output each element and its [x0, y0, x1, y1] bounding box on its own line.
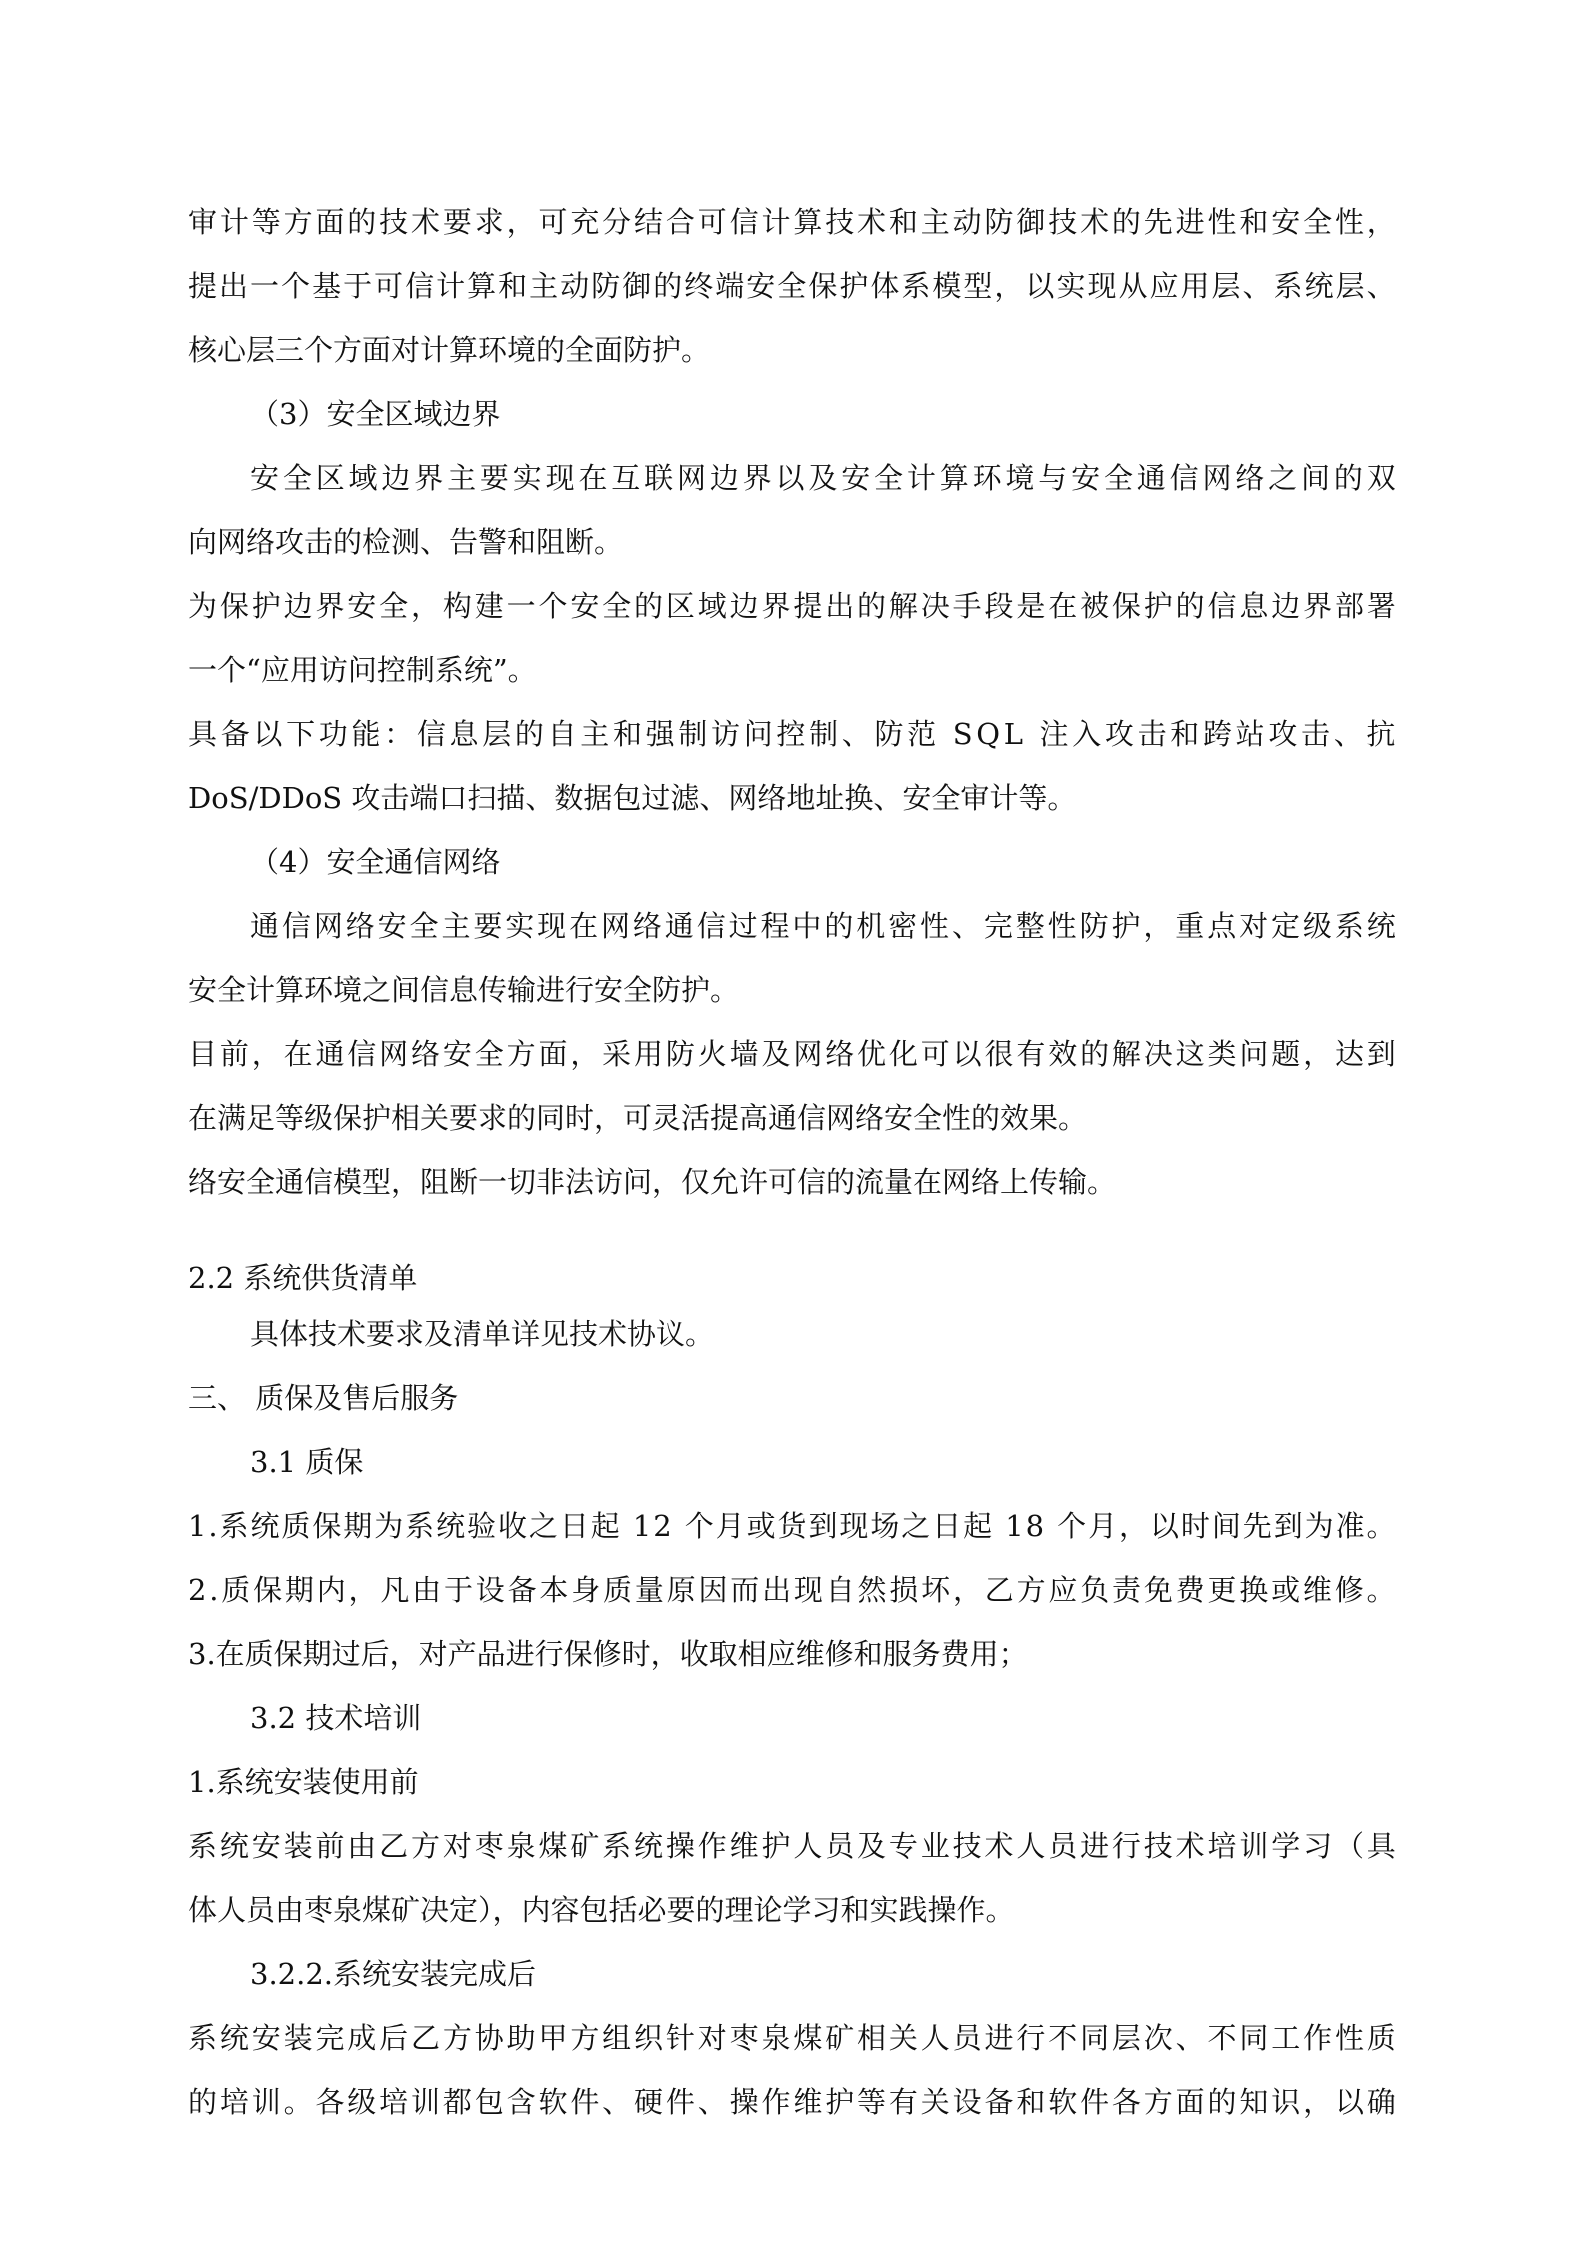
- text-line: 目 前 ， 在 通 信 网 络 安 全 方 面 ， 采 用 防 火 墙 及 网 络 优 化 可 以 很 有 效 的 解 决 这 类 问 题 ， 达 到: [188, 1037, 1396, 1071]
- list-item: 3.在质保期过后，对产品进行保修时，收取相应维修和服务费用；: [188, 1637, 1028, 1671]
- text-line: 在满足等级保护相关要求的同时，可灵活提高通信网络安全性的效果。: [188, 1101, 1088, 1135]
- section-heading: 3.1 质保: [250, 1445, 364, 1479]
- text-line: 络安全通信模型，阻断一切非法访问，仅允许可信的流量在网络上传输。: [188, 1165, 1117, 1199]
- text-line: 的 培 训 。 各 级 培 训 都 包 含 软 件 、 硬 件 、 操 作 维 护 等 有 关 设 备 和 软 件 各 方 面 的 知 识 ， 以 确: [188, 2085, 1396, 2119]
- text-line: 体人员由枣泉煤矿决定），内容包括必要的理论学习和实践操作。: [188, 1893, 1015, 1927]
- list-item: 2 . 质 保 期 内 ， 凡 由 于 设 备 本 身 质 量 原 因 而 出 现 自 然 损 坏 ， 乙 方 应 负 责 免 费 更 换 或 维 修 。: [188, 1573, 1396, 1607]
- chapter-heading: 三、 质保及售后服务: [188, 1381, 459, 1415]
- text-line: 审 计 等 方 面 的 技 术 要 求 ， 可 充 分 结 合 可 信 计 算 技 术 和 主 动 防 御 技 术 的 先 进 性 和 安 全 性 ，: [188, 205, 1396, 239]
- text-line: 安 全 区 域 边 界 主 要 实 现 在 互 联 网 边 界 以 及 安 全 计 算 环 境 与 安 全 通 信 网 络 之 间 的 双: [250, 461, 1396, 495]
- text-line: 安全计算环境之间信息传输进行安全防护。: [188, 973, 740, 1007]
- text-line: 一个“应用访问控制系统”。: [188, 653, 537, 687]
- list-item: 1 . 系 统 质 保 期 为 系 统 验 收 之 日 起 1 2 个 月 或 货 到 现 场 之 日 起 1 8 个 月 ， 以 时 间 先 到 为 准 。: [188, 1509, 1396, 1543]
- section-heading: （3）安全区域边界: [250, 397, 501, 431]
- text-line: 系 统 安 装 完 成 后 乙 方 协 助 甲 方 组 织 针 对 枣 泉 煤 矿 相 关 人 员 进 行 不 同 层 次 、 不 同 工 作 性 质: [188, 2021, 1396, 2055]
- section-heading: （4）安全通信网络: [250, 845, 501, 879]
- section-heading: 2.2 系统供货清单: [188, 1261, 418, 1295]
- list-item: 1.系统安装使用前: [188, 1765, 419, 1799]
- text-line: 具体技术要求及清单详见技术协议。: [250, 1317, 715, 1351]
- text-line: 核心层三个方面对计算环境的全面防护。: [188, 333, 711, 367]
- section-heading: 3.2.2.系统安装完成后: [250, 1957, 537, 1991]
- text-line: 为 保 护 边 界 安 全 ， 构 建 一 个 安 全 的 区 域 边 界 提 出 的 解 决 手 段 是 在 被 保 护 的 信 息 边 界 部 署: [188, 589, 1396, 623]
- text-line: 具 备 以 下 功 能 ： 信 息 层 的 自 主 和 强 制 访 问 控 制 、 防 范 S Q L 注 入 攻 击 和 跨 站 攻 击 、 抗: [188, 717, 1396, 751]
- text-line: 提 出 一 个 基 于 可 信 计 算 和 主 动 防 御 的 终 端 安 全 保 护 体 系 模 型 ， 以 实 现 从 应 用 层 、 系 统 层 、: [188, 269, 1396, 303]
- text-line: 向网络攻击的检测、告警和阻断。: [188, 525, 624, 559]
- text-line: 通 信 网 络 安 全 主 要 实 现 在 网 络 通 信 过 程 中 的 机 密 性 、 完 整 性 防 护 ， 重 点 对 定 级 系 统: [250, 909, 1396, 943]
- section-heading: 3.2 技术培训: [250, 1701, 422, 1735]
- text-line: DoS/DDoS 攻击端口扫描、数据包过滤、网络地址换、安全审计等。: [188, 781, 1077, 815]
- text-line: 系 统 安 装 前 由 乙 方 对 枣 泉 煤 矿 系 统 操 作 维 护 人 员 及 专 业 技 术 人 员 进 行 技 术 培 训 学 习 （ 具: [188, 1829, 1396, 1863]
